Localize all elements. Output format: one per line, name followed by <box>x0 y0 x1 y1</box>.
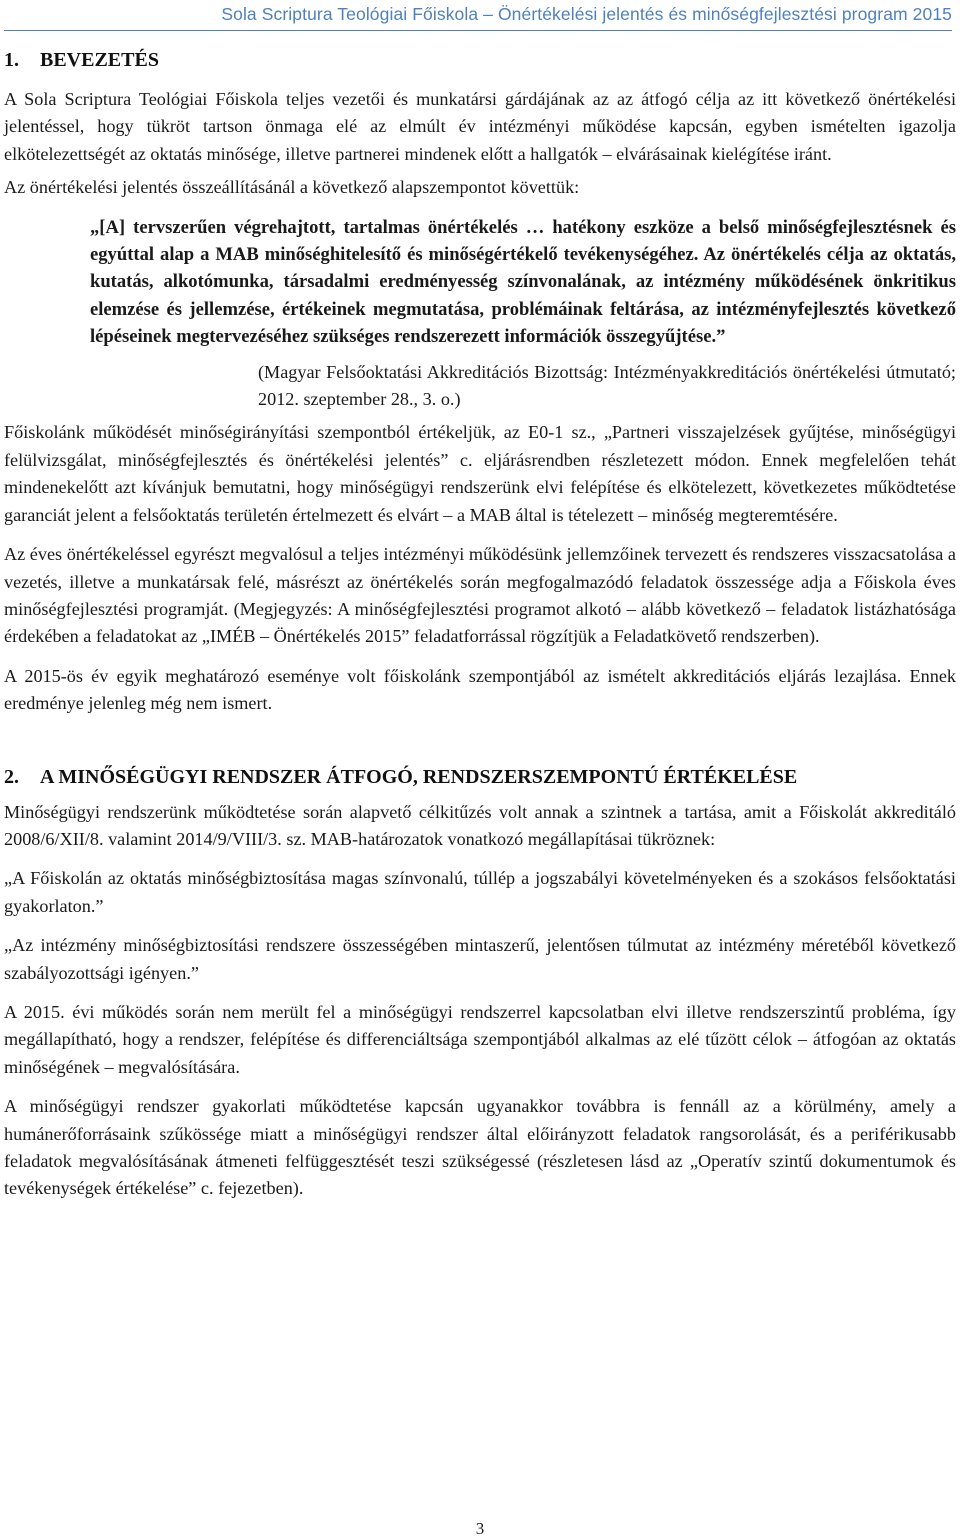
document-body <box>4 47 956 1203</box>
running-header: Sola Scriptura Teológiai Főiskola – Önértékelési jelentés és minőségfejlesztési program 2015 <box>221 4 952 24</box>
section-1-heading <box>4 47 956 74</box>
practice-paragraph: A minőségügyi rendszer gyakorlati működtetése kapcsán ugyanakkor továbbra is fennáll az a körülmény, amely a humánerőforrásaink szűkössége miatt a minőségügyi rendszer által előirányzott feladatok rangsorolását, és a periférikusabb feladatok megvalósításának átmeneti felfüggesztését teszi szükségessé (részletesen lásd az „Operatív szintű dokumentumok és tevékenységek értékelése” c. fejezetben). <box>4 1096 956 1199</box>
section-1-title: BEVEZETÉS <box>40 49 159 71</box>
criteria-lead-paragraph: Az önértékelési jelentés összeállításánál a következő alapszempontot követtük: <box>4 177 580 198</box>
section-2-number: 2. <box>4 765 19 788</box>
page-number: 3 <box>475 1519 485 1538</box>
quality-paragraph: Főiskolánk működését minőségirányítási szempontból értékeljük, az E0-1 sz., „Partneri visszajelzések gyűjtése, minőségügyi felülvizsgálat, minőségfejlesztés és önértékelési jelentés” c. eljárásrendben részletezett módon. Ennek megfelelően tehát mindenekelőtt azt kívánjuk bemutatni, hogy minőségügyi rendszerünk elvi felépítése és elkötelezett, következetes működtetése garanciát jelent a felsőoktatás területén értelmezett és elvárt – a MAB által is tételezett – minőség megteremtésére. <box>4 422 956 525</box>
mab-citation: (Magyar Felsőoktatási Akkreditációs Bizottság: Intézményakkreditációs önértékelési útmutató; 2012. szeptember 28., 3. o.) <box>258 361 956 410</box>
mab-quote: „[A] tervszerűen végrehajtott, tartalmas önértékelés … hatékony eszköze a belső minőségfejlesztésnek és egyúttal alap a MAB minőséghitelesítő és minőségértékelő tevékenységéhez. Az önértékelés célja az oktatás, kutatás, alkotómunka, társadalmi eredményesség színvonalának, az intézmény működésének önkritikus elemzése és jellemzése, értékeinek megmutatása, problémáinak feltárása, az intézményfejlesztés következő lépéseinek megtervezéséhez szükséges rendszerezett információk összegyűjtése.” <box>90 216 956 348</box>
section-2-heading <box>4 764 956 791</box>
intro-paragraph: A Sola Scriptura Teológiai Főiskola teljes vezetői és munkatársi gárdájának az az átfogó célja az itt következő önértékelési jelentéssel, hogy tükröt tartson önmaga elé az elmúlt év intézményi működése kapcsán, egyben ismételten igazolja elkötelezettségét az oktatás minősége, illetve partnerei mindenek előtt a hallgatók – elvárásainak kielégítése iránt. <box>4 89 956 164</box>
annual-paragraph: Az éves önértékeléssel egyrészt megvalósul a teljes intézményi működésünk jellemzőinek tervezett és rendszeres visszacsatolása a vezetés, illetve a munkatársak felé, másrészt az önértékelés során megfogalmazódó feladatok összessége adja a Főiskola éves minőségfejlesztési programját. (Megjegyzés: A minőségfejlesztési programot alkotó – alább következő – feladatok listázhatósága érdekében a feladatokat az „IMÉB – Önértékelés 2015” feladatforrással rögzítjük a Feladatkövető rendszerben). <box>4 544 956 647</box>
section-1-number: 1. <box>4 49 19 71</box>
accreditation-2015-paragraph: A 2015-ös év egyik meghatározó eseménye volt főiskolánk szempontjából az ismételt akkreditációs eljárás lezajlása. Ennek eredménye jelenleg még nem ismert. <box>4 665 956 714</box>
no-problem-paragraph: A 2015. évi működés során nem merült fel a minőségügyi rendszerrel kapcsolatban elvi illetve rendszerszintű probléma, így megállapítható, hogy a rendszer, felépítése és differenciáltsága szempontjából alkalmas az elé tűzött célok – átfogóan az oktatás minőségének – megvalósítására. <box>4 1001 956 1077</box>
header-rule <box>4 30 952 31</box>
quote-paragraph-1: „A Főiskolán az oktatás minőségbiztosítása magas színvonalú, túllép a jogszabályi követelményeken és a szokásos felsőoktatási gyakorlaton.” <box>4 868 956 916</box>
quote-paragraph-2: „Az intézmény minőségbiztosítási rendszere összességében mintaszerű, jelentősen túlmutat az intézmény méretéből következő szabályozottsági igényen.” <box>4 935 956 983</box>
goal-paragraph: Minőségügyi rendszerünk működtetése során alapvető célkitűzés volt annak a szintnek a tartása, amit a Főiskolát akkreditáló 2008/6/XII/8. valamint 2014/9/VIII/3. sz. MAB-határozatok vonatkozó megállapításai tükröznek: <box>4 801 956 849</box>
section-2-title: A MINŐSÉGÜGYI RENDSZER ÁTFOGÓ, RENDSZERSZEMPONTÚ ÉRTÉKELÉSE <box>40 765 798 788</box>
